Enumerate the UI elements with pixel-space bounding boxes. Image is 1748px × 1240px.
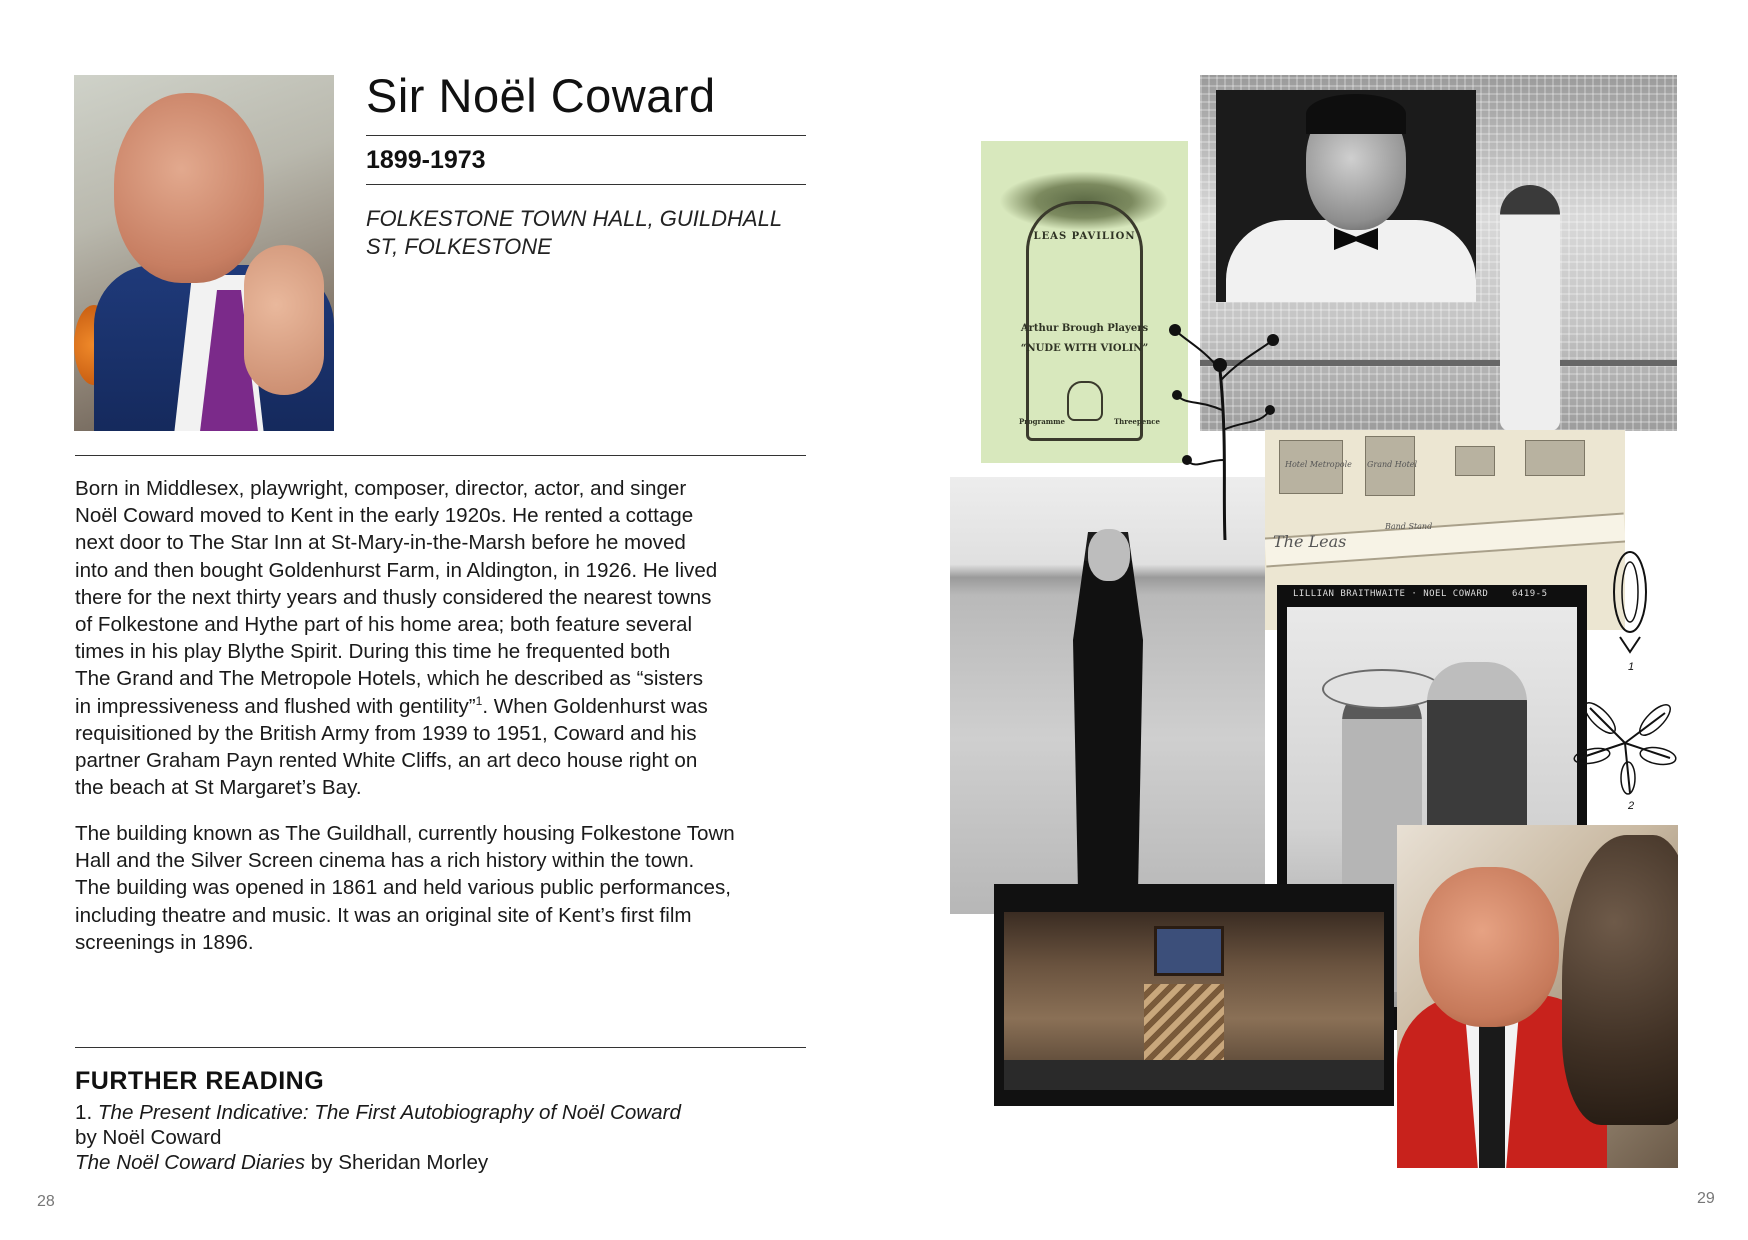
white-dinner-jacket xyxy=(1226,220,1476,302)
page-number-right: 29 xyxy=(1697,1190,1715,1207)
photo-hat xyxy=(1322,669,1442,709)
lily-flower-sketch xyxy=(1570,688,1680,798)
body-line: into and then bought Goldenhurst Farm, in Aldington, in 1926. He lived xyxy=(75,558,718,582)
programme-venue: LEAS PAVILION xyxy=(1033,231,1136,242)
sketch-label-1: 1 xyxy=(1628,661,1635,673)
stage-floor xyxy=(1004,1060,1384,1090)
body-line: The Grand and The Metropole Hotels, which he described as “sisters xyxy=(75,667,704,691)
body-line: of Folkestone and Hythe part of his home area; both feature several xyxy=(75,613,693,637)
sketch-label-2: 2 xyxy=(1628,800,1635,812)
further-reading-divider xyxy=(75,1047,806,1048)
portrait-head xyxy=(114,93,264,283)
portrait-hand xyxy=(244,245,324,395)
body-line: Noël Coward moved to Kent in the early 1920s. He rented a cottage xyxy=(75,504,694,528)
body-line: The building known as The Guildhall, currently housing Folkestone Town xyxy=(75,822,735,845)
programme-figure xyxy=(1067,381,1103,421)
body-line: requisitioned by the British Army from 1939 to 1951, Coward and his xyxy=(75,721,697,745)
desert-figure-head xyxy=(1088,529,1130,581)
body-line: Born in Middlesex, playwright, composer, director, actor, and singer xyxy=(75,477,687,500)
programme-company: Arthur Brough Players xyxy=(1020,323,1149,334)
further-reading-heading: FURTHER READING xyxy=(75,1067,325,1095)
page-title: Sir Noël Coward xyxy=(366,69,716,122)
photo-caption xyxy=(1293,589,1548,599)
map-label-bandstand: Band Stand xyxy=(1385,522,1433,531)
red-portrait-tie xyxy=(1479,1010,1505,1168)
body-line: next door to The Star Inn at St-Mary-in-the-Marsh before he moved xyxy=(75,531,686,555)
map-label-grand: Grand Hotel xyxy=(1367,460,1418,469)
photo-caption-number: 6419-5 xyxy=(1512,589,1548,599)
dates-divider xyxy=(366,184,806,185)
quote-continuation: . When Goldenhurst was xyxy=(482,694,708,718)
bw-hair xyxy=(1306,94,1406,134)
body-line: partner Graham Payn rented White Cliffs, an art deco house right on xyxy=(75,749,698,773)
programme-play: “NUDE WITH VIOLIN” xyxy=(1020,343,1149,354)
programme-footer-right: Threepence xyxy=(1113,417,1160,426)
red-jacket-portrait-photo xyxy=(1397,825,1678,1168)
noel-coward-colour-portrait xyxy=(74,75,334,431)
body-line: screenings in 1896. xyxy=(75,930,254,954)
black-tie-portrait-photo xyxy=(1216,90,1476,302)
quote-text: in impressiveness and flushed with gentility” xyxy=(75,694,476,718)
body-paragraph-1 xyxy=(75,475,805,801)
map-building xyxy=(1455,446,1495,476)
map-label-leas: The Leas xyxy=(1273,532,1347,551)
reading-author-2: by Sheridan Morley xyxy=(310,1151,489,1174)
map-label-metropole: Hotel Metropole xyxy=(1285,460,1352,469)
reading-title-2[interactable]: The Noël Coward Diaries xyxy=(75,1151,306,1174)
body-line xyxy=(75,693,805,720)
reading-item-2 xyxy=(75,1150,488,1175)
stage-stairs xyxy=(1144,984,1224,1064)
programme-footer-left: Programme xyxy=(1019,417,1066,426)
body-line: the beach at St Margaret’s Bay. xyxy=(75,776,362,800)
body-line: there for the next thirty years and thusly considered the nearest towns xyxy=(75,585,712,609)
stage-production-photo xyxy=(994,884,1394,1106)
page-number-left: 28 xyxy=(37,1193,55,1210)
seed-pod-sketch xyxy=(1600,542,1660,672)
tennis-player xyxy=(1500,185,1560,431)
title-divider xyxy=(366,135,806,136)
body-line: Hall and the Silver Screen cinema has a rich history within the town. xyxy=(75,849,695,873)
leas-pavilion-programme xyxy=(981,141,1188,463)
body-line: The building was opened in 1861 and held various public performances, xyxy=(75,876,731,900)
section-divider xyxy=(75,455,806,456)
botanical-sprig-sketch xyxy=(1165,310,1280,550)
footnote-marker[interactable]: 1 xyxy=(475,693,483,708)
reading-author-1: by Noël Coward xyxy=(75,1126,222,1149)
map-building xyxy=(1525,440,1585,476)
reading-item-1 xyxy=(75,1100,681,1125)
photo-caption-names: LILLIAN BRAITHWAITE · NOEL COWARD xyxy=(1293,589,1489,599)
reading-title-1[interactable]: The Present Indicative: The First Autobiography of Noël Coward xyxy=(97,1101,681,1124)
life-dates: 1899-1973 xyxy=(366,146,486,174)
reading-number: 1. xyxy=(75,1101,93,1124)
stage-window xyxy=(1154,926,1224,976)
red-portrait-face xyxy=(1419,867,1559,1027)
body-line: times in his play Blythe Spirit. During this time he frequented both xyxy=(75,640,671,664)
body-line: including theatre and music. It was an original site of Kent’s first film xyxy=(75,903,692,927)
body-paragraph-2 xyxy=(75,820,805,956)
location-address: FOLKESTONE TOWN HALL, GUILDHALL ST, FOLKESTONE xyxy=(366,206,782,259)
bronze-bust xyxy=(1562,835,1678,1125)
desert-figure xyxy=(1058,532,1158,892)
